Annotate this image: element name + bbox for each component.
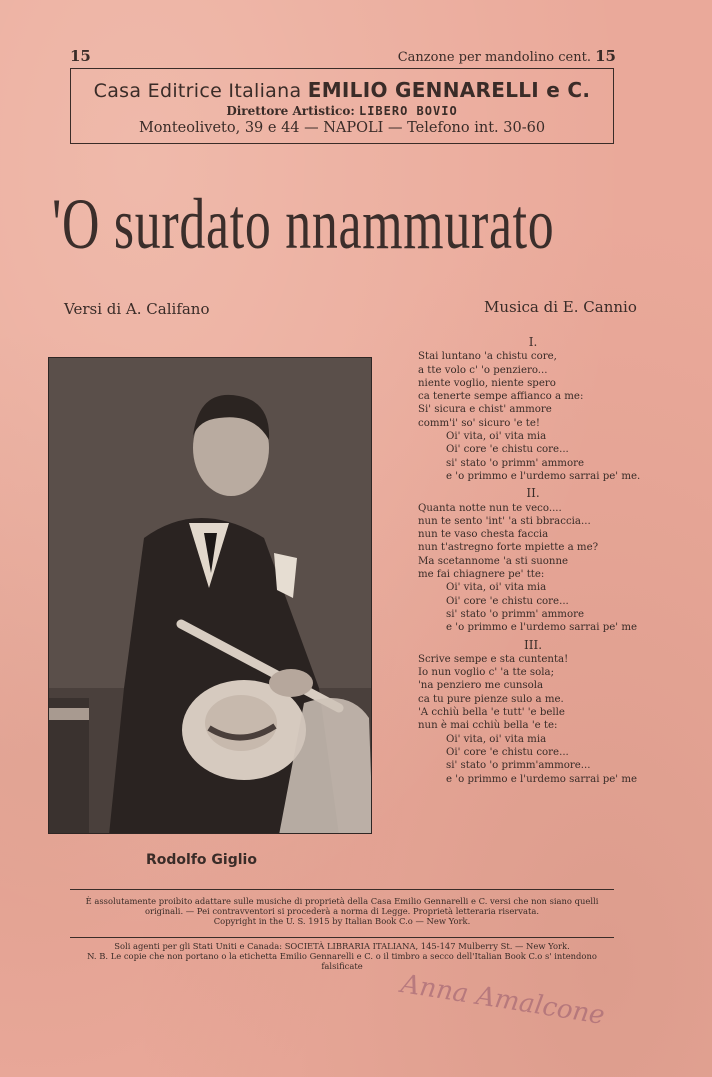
lyrics xyxy=(418,336,678,790)
publisher-name xyxy=(71,78,613,102)
photo-caption: Rodolfo Giglio xyxy=(146,852,257,868)
lyric-line: Scrive sempe e sta cuntenta! xyxy=(418,653,569,665)
director-label: Direttore Artistico: xyxy=(226,104,355,118)
lyric-line: ca tu pure pienze sulo a me. xyxy=(418,693,564,705)
lyric-line: Quanta notte nun te veco.... xyxy=(418,502,562,514)
director-name: LIBERO BOVIO xyxy=(358,104,458,118)
series-label xyxy=(398,47,616,65)
rights-notice: È assolutamente proibito adattare sulle musiche di proprietà della Casa Emilio Gennarelli e C. versi che non siano quelli originali. — Pei contravventori si procederà a norma di Legge. Proprietà letteraria riservata. xyxy=(85,896,599,917)
stanza-numeral: I. xyxy=(528,335,538,349)
publisher-box xyxy=(70,68,614,144)
agents-notice: Soli agenti per gli Stati Uniti e Canada: SOCIETÀ LIBRARIA ITALIANA, 145-147 Mulberry St. — New York. xyxy=(114,941,570,951)
lyric-line: comm'i' so' sicuro 'e te! xyxy=(418,417,540,429)
series-text: Canzone per mandolino cent. xyxy=(397,50,591,65)
chorus-line: Oi' vita, oi' vita mia xyxy=(446,733,547,745)
lyric-line: 'na penziero me cunsola xyxy=(418,680,544,692)
lyric-line: nun è mai cchiù bella 'e te: xyxy=(418,720,558,732)
stanza-1 xyxy=(418,336,678,483)
stanza-3 xyxy=(418,639,678,786)
chorus-line: si' stato 'o primm'ammore... xyxy=(446,760,591,772)
song-title: 'O surdato nnammurato xyxy=(52,184,555,264)
price: 15 xyxy=(595,47,616,65)
singer-photo xyxy=(48,357,372,834)
footer-agents xyxy=(70,941,614,972)
publisher-address: Monteoliveto, 39 e 44 — NAPOLI — Telefono int. 30-60 xyxy=(138,120,546,136)
composer-credit: Musica di E. Cannio xyxy=(484,298,637,316)
chorus-line: e 'o primmo e l'urdemo sarrai pe' me xyxy=(446,773,638,785)
chorus-line: si' stato 'o primm' ammore xyxy=(446,457,584,469)
lyric-line: nun te vaso chesta faccia xyxy=(418,529,549,541)
lyric-line: a tte volo c' 'o penziero... xyxy=(418,364,548,376)
lyric-line: ca tenerte sempe affianco a me: xyxy=(418,391,584,403)
stanza-2 xyxy=(418,487,678,634)
chorus-line: si' stato 'o primm' ammore xyxy=(446,608,584,620)
publisher-company: EMILIO GENNARELLI e C. xyxy=(307,78,591,102)
series-number: 15 xyxy=(70,47,91,65)
chorus-line: Oi' vita, oi' vita mia xyxy=(446,431,547,443)
stanza-numeral: II. xyxy=(526,486,540,501)
lyric-line: Io nun voglio c' 'a tte sola; xyxy=(418,667,555,679)
lyric-line: me fai chiagnere pe' tte: xyxy=(418,569,545,581)
lyric-line: Si' sicura e chist' ammore xyxy=(418,404,552,416)
lyric-line: nun te sento 'int' 'a sti bbraccia... xyxy=(418,515,591,527)
lyric-line: Ma scetannome 'a sti suonne xyxy=(418,555,569,567)
lyric-line: 'A cchiù bella 'e tutt' 'e belle xyxy=(418,707,565,719)
lyric-line: niente voglio, niente spero xyxy=(418,377,556,389)
chorus-line: e 'o primmo e l'urdemo sarrai pe' me xyxy=(446,622,638,634)
copyright-notice: Copyright in the U. S. 1915 by Italian Book C.o — New York. xyxy=(213,916,471,927)
lyric-line: Stai luntano 'a chistu core, xyxy=(418,351,557,363)
handwritten-signature: Anna Amalcone xyxy=(398,969,607,1031)
publisher-director xyxy=(71,104,613,118)
chorus-line: Oi' core 'e chistu core... xyxy=(446,595,569,607)
singer-portrait-illustration xyxy=(49,358,372,834)
footer-divider-bottom xyxy=(70,937,614,938)
footer-legal xyxy=(70,896,614,927)
chorus-line: Oi' vita, oi' vita mia xyxy=(446,582,547,594)
chorus-line: Oi' core 'e chistu core... xyxy=(446,444,569,456)
lyric-line: nun t'astregno forte mpiette a me? xyxy=(418,542,599,554)
chorus-line: Oi' core 'e chistu core... xyxy=(446,746,569,758)
lyricist-credit: Versi di A. Califano xyxy=(64,300,210,318)
chorus-line: e 'o primmo e l'urdemo sarrai pe' me. xyxy=(446,470,641,482)
authenticity-note: N. B. Le copie che non portano o la etichetta Emilio Gennarelli e C. o il timbro a secco dell'Italian Book C.o s' intendono falsificate xyxy=(87,951,597,972)
stanza-numeral: III. xyxy=(523,637,543,652)
footer-divider-top xyxy=(70,889,614,890)
publisher-prefix: Casa Editrice Italiana xyxy=(93,80,302,102)
